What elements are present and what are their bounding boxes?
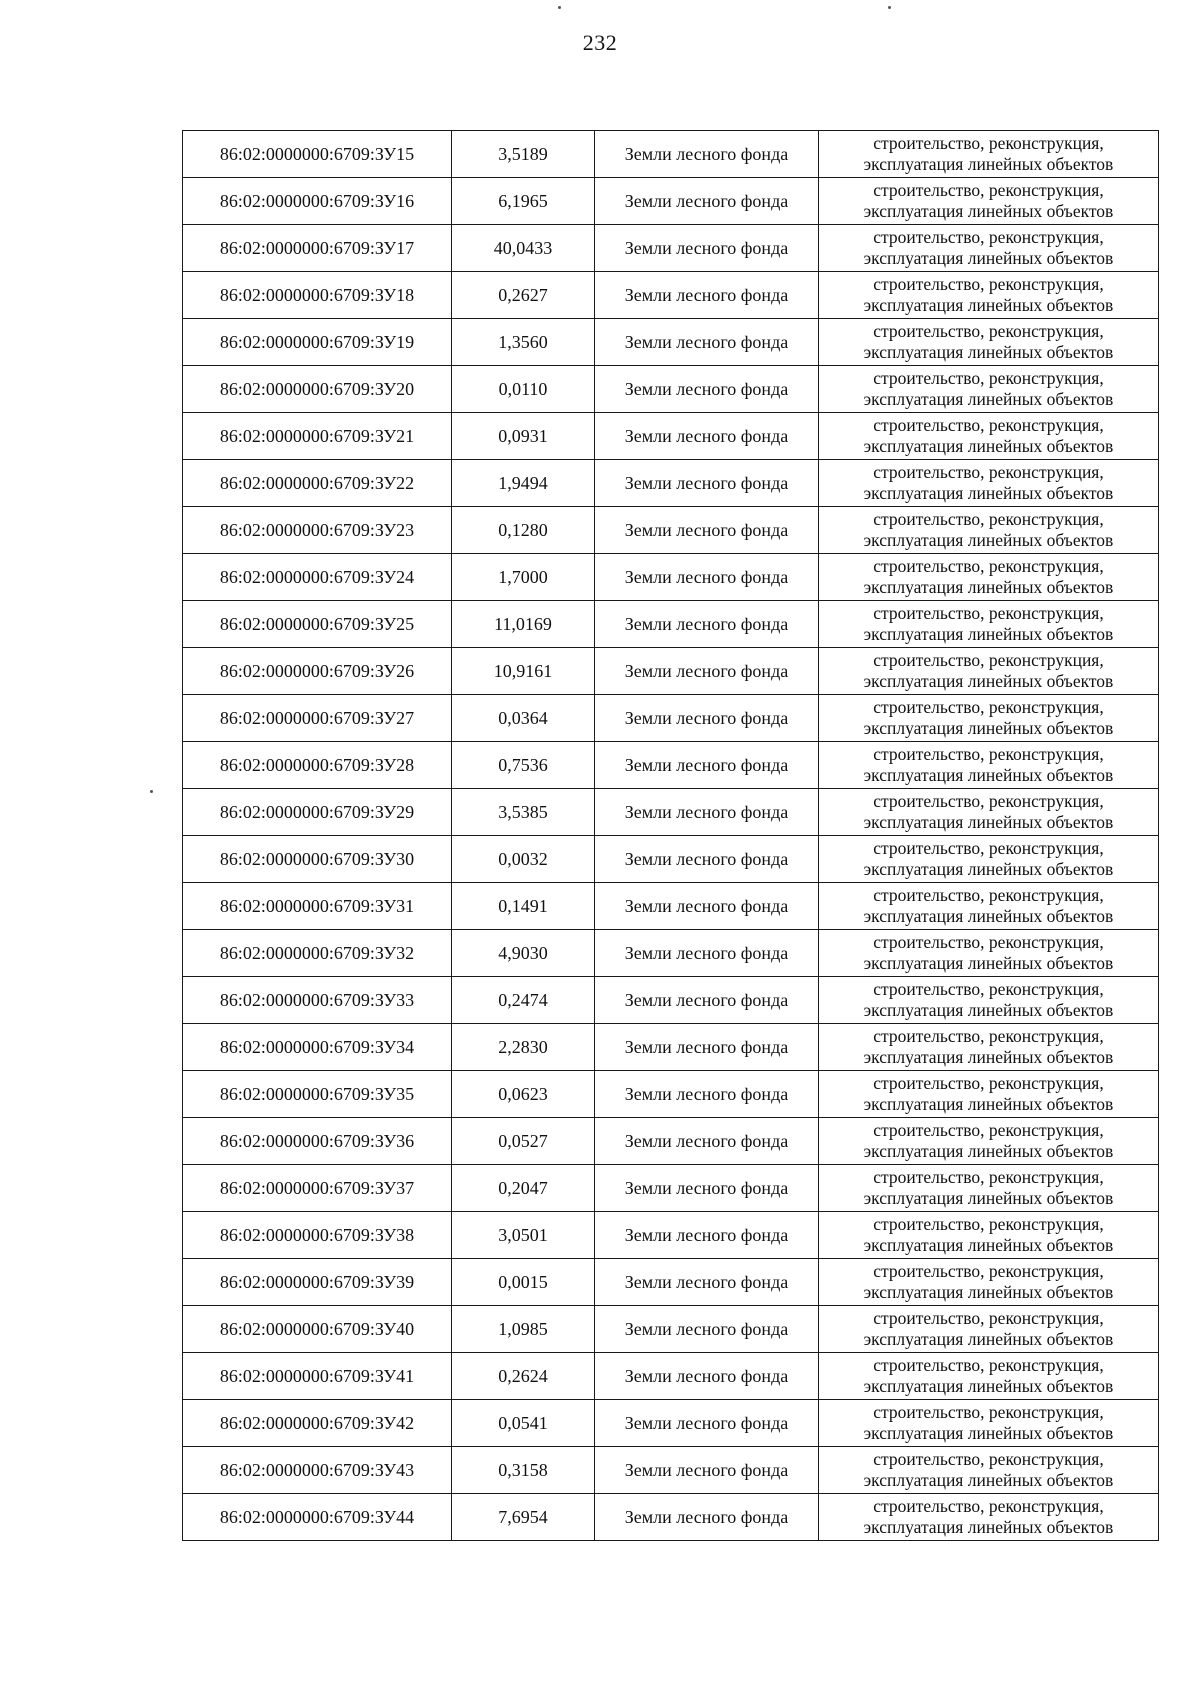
permitted-use-line: строительство, реконструкция, <box>873 462 1104 482</box>
parcel-id-cell: 86:02:0000000:6709:ЗУ22 <box>183 460 452 507</box>
scan-speck <box>558 6 561 9</box>
permitted-use-line: эксплуатация линейных объектов <box>863 859 1114 879</box>
table-row <box>183 1400 1159 1447</box>
permitted-use-line: строительство, реконструкция, <box>873 1308 1104 1328</box>
parcel-area-cell: 0,2047 <box>452 1165 595 1212</box>
table-row <box>183 1118 1159 1165</box>
permitted-use-line: строительство, реконструкция, <box>873 180 1104 200</box>
land-category-cell: Земли лесного фонда <box>595 1400 819 1447</box>
table-row <box>183 413 1159 460</box>
land-category-cell: Земли лесного фонда <box>595 366 819 413</box>
table-row <box>183 366 1159 413</box>
scan-speck <box>150 790 153 793</box>
table-row <box>183 1447 1159 1494</box>
permitted-use-line: эксплуатация линейных объектов <box>863 906 1114 926</box>
parcel-area-cell: 0,7536 <box>452 742 595 789</box>
parcel-area-cell: 3,0501 <box>452 1212 595 1259</box>
land-category-cell: Земли лесного фонда <box>595 507 819 554</box>
permitted-use-line: эксплуатация линейных объектов <box>863 389 1114 409</box>
permitted-use-line: эксплуатация линейных объектов <box>863 436 1114 456</box>
land-category-cell: Земли лесного фонда <box>595 836 819 883</box>
land-category-cell: Земли лесного фонда <box>595 1494 819 1541</box>
permitted-use-line: эксплуатация линейных объектов <box>863 1517 1114 1537</box>
table-row <box>183 272 1159 319</box>
permitted-use-line: эксплуатация линейных объектов <box>863 154 1114 174</box>
land-category-cell: Земли лесного фонда <box>595 1306 819 1353</box>
table-row <box>183 319 1159 366</box>
permitted-use-cell <box>819 319 1159 366</box>
parcel-id-cell: 86:02:0000000:6709:ЗУ16 <box>183 178 452 225</box>
parcel-id-cell: 86:02:0000000:6709:ЗУ18 <box>183 272 452 319</box>
parcel-area-cell: 0,1491 <box>452 883 595 930</box>
permitted-use-cell <box>819 507 1159 554</box>
permitted-use-line: эксплуатация линейных объектов <box>863 1141 1114 1161</box>
permitted-use-line: эксплуатация линейных объектов <box>863 248 1114 268</box>
permitted-use-cell <box>819 1494 1159 1541</box>
land-category-cell: Земли лесного фонда <box>595 1024 819 1071</box>
permitted-use-line: эксплуатация линейных объектов <box>863 1376 1114 1396</box>
permitted-use-cell <box>819 695 1159 742</box>
permitted-use-line: эксплуатация линейных объектов <box>863 765 1114 785</box>
permitted-use-line: эксплуатация линейных объектов <box>863 1188 1114 1208</box>
land-category-cell: Земли лесного фонда <box>595 1071 819 1118</box>
parcel-id-cell: 86:02:0000000:6709:ЗУ39 <box>183 1259 452 1306</box>
land-category-cell: Земли лесного фонда <box>595 1353 819 1400</box>
permitted-use-cell <box>819 1353 1159 1400</box>
permitted-use-line: строительство, реконструкция, <box>873 1167 1104 1187</box>
table-row <box>183 883 1159 930</box>
parcel-id-cell: 86:02:0000000:6709:ЗУ23 <box>183 507 452 554</box>
permitted-use-line: эксплуатация линейных объектов <box>863 624 1114 644</box>
permitted-use-line: строительство, реконструкция, <box>873 885 1104 905</box>
permitted-use-cell <box>819 836 1159 883</box>
permitted-use-cell <box>819 1071 1159 1118</box>
permitted-use-line: строительство, реконструкция, <box>873 1496 1104 1516</box>
parcel-area-cell: 1,3560 <box>452 319 595 366</box>
parcel-area-cell: 1,7000 <box>452 554 595 601</box>
permitted-use-line: строительство, реконструкция, <box>873 697 1104 717</box>
table-row <box>183 1071 1159 1118</box>
scan-speck <box>888 6 891 9</box>
permitted-use-cell <box>819 413 1159 460</box>
permitted-use-line: эксплуатация линейных объектов <box>863 1423 1114 1443</box>
permitted-use-line: эксплуатация линейных объектов <box>863 1000 1114 1020</box>
table-row <box>183 836 1159 883</box>
parcel-id-cell: 86:02:0000000:6709:ЗУ30 <box>183 836 452 883</box>
table-row <box>183 1165 1159 1212</box>
parcel-id-cell: 86:02:0000000:6709:ЗУ42 <box>183 1400 452 1447</box>
permitted-use-line: эксплуатация линейных объектов <box>863 1470 1114 1490</box>
permitted-use-line: строительство, реконструкция, <box>873 509 1104 529</box>
permitted-use-line: эксплуатация линейных объектов <box>863 1329 1114 1349</box>
permitted-use-line: строительство, реконструкция, <box>873 1355 1104 1375</box>
permitted-use-line: строительство, реконструкция, <box>873 1449 1104 1469</box>
parcel-area-cell: 11,0169 <box>452 601 595 648</box>
parcel-area-cell: 0,0527 <box>452 1118 595 1165</box>
land-category-cell: Земли лесного фонда <box>595 1259 819 1306</box>
permitted-use-cell <box>819 1306 1159 1353</box>
permitted-use-line: строительство, реконструкция, <box>873 415 1104 435</box>
permitted-use-line: строительство, реконструкция, <box>873 368 1104 388</box>
parcels-table <box>182 130 1159 1541</box>
parcel-id-cell: 86:02:0000000:6709:ЗУ38 <box>183 1212 452 1259</box>
table-row <box>183 789 1159 836</box>
table-row <box>183 1024 1159 1071</box>
table-row <box>183 1306 1159 1353</box>
page-number: 232 <box>582 30 618 55</box>
land-category-cell: Земли лесного фонда <box>595 319 819 366</box>
permitted-use-line: эксплуатация линейных объектов <box>863 201 1114 221</box>
permitted-use-cell <box>819 1212 1159 1259</box>
parcel-area-cell: 3,5385 <box>452 789 595 836</box>
parcel-area-cell: 0,2627 <box>452 272 595 319</box>
permitted-use-line: строительство, реконструкция, <box>873 603 1104 623</box>
table-row <box>183 225 1159 272</box>
permitted-use-cell <box>819 460 1159 507</box>
parcel-area-cell: 0,0541 <box>452 1400 595 1447</box>
parcel-area-cell: 2,2830 <box>452 1024 595 1071</box>
permitted-use-line: эксплуатация линейных объектов <box>863 577 1114 597</box>
parcel-area-cell: 0,0931 <box>452 413 595 460</box>
land-category-cell: Земли лесного фонда <box>595 131 819 178</box>
permitted-use-line: строительство, реконструкция, <box>873 133 1104 153</box>
parcel-id-cell: 86:02:0000000:6709:ЗУ35 <box>183 1071 452 1118</box>
permitted-use-line: эксплуатация линейных объектов <box>863 1047 1114 1067</box>
table-row <box>183 742 1159 789</box>
permitted-use-line: строительство, реконструкция, <box>873 1120 1104 1140</box>
parcel-id-cell: 86:02:0000000:6709:ЗУ15 <box>183 131 452 178</box>
parcel-area-cell: 6,1965 <box>452 178 595 225</box>
permitted-use-line: строительство, реконструкция, <box>873 1261 1104 1281</box>
land-category-cell: Земли лесного фонда <box>595 460 819 507</box>
parcel-id-cell: 86:02:0000000:6709:ЗУ24 <box>183 554 452 601</box>
permitted-use-line: эксплуатация линейных объектов <box>863 1094 1114 1114</box>
permitted-use-line: строительство, реконструкция, <box>873 1026 1104 1046</box>
land-category-cell: Земли лесного фонда <box>595 413 819 460</box>
parcel-area-cell: 1,0985 <box>452 1306 595 1353</box>
parcel-area-cell: 0,0364 <box>452 695 595 742</box>
parcel-id-cell: 86:02:0000000:6709:ЗУ41 <box>183 1353 452 1400</box>
parcel-area-cell: 0,0032 <box>452 836 595 883</box>
parcel-id-cell: 86:02:0000000:6709:ЗУ20 <box>183 366 452 413</box>
land-category-cell: Земли лесного фонда <box>595 178 819 225</box>
parcel-id-cell: 86:02:0000000:6709:ЗУ33 <box>183 977 452 1024</box>
permitted-use-line: эксплуатация линейных объектов <box>863 671 1114 691</box>
permitted-use-line: эксплуатация линейных объектов <box>863 812 1114 832</box>
permitted-use-cell <box>819 883 1159 930</box>
land-category-cell: Земли лесного фонда <box>595 977 819 1024</box>
parcel-id-cell: 86:02:0000000:6709:ЗУ32 <box>183 930 452 977</box>
parcel-id-cell: 86:02:0000000:6709:ЗУ28 <box>183 742 452 789</box>
permitted-use-cell <box>819 178 1159 225</box>
parcel-id-cell: 86:02:0000000:6709:ЗУ36 <box>183 1118 452 1165</box>
permitted-use-line: эксплуатация линейных объектов <box>863 530 1114 550</box>
table-row <box>183 601 1159 648</box>
permitted-use-cell <box>819 742 1159 789</box>
table-row <box>183 648 1159 695</box>
permitted-use-cell <box>819 131 1159 178</box>
permitted-use-line: строительство, реконструкция, <box>873 838 1104 858</box>
permitted-use-line: строительство, реконструкция, <box>873 1402 1104 1422</box>
permitted-use-line: эксплуатация линейных объектов <box>863 295 1114 315</box>
permitted-use-line: эксплуатация линейных объектов <box>863 1282 1114 1302</box>
land-category-cell: Земли лесного фонда <box>595 742 819 789</box>
permitted-use-line: строительство, реконструкция, <box>873 321 1104 341</box>
parcel-area-cell: 0,2474 <box>452 977 595 1024</box>
permitted-use-line: строительство, реконструкция, <box>873 1214 1104 1234</box>
parcel-id-cell: 86:02:0000000:6709:ЗУ44 <box>183 1494 452 1541</box>
land-category-cell: Земли лесного фонда <box>595 883 819 930</box>
parcel-id-cell: 86:02:0000000:6709:ЗУ40 <box>183 1306 452 1353</box>
parcels-table-body <box>183 131 1159 1541</box>
parcel-id-cell: 86:02:0000000:6709:ЗУ26 <box>183 648 452 695</box>
table-row <box>183 507 1159 554</box>
parcel-area-cell: 0,3158 <box>452 1447 595 1494</box>
permitted-use-cell <box>819 554 1159 601</box>
parcel-area-cell: 1,9494 <box>452 460 595 507</box>
table-row <box>183 1494 1159 1541</box>
permitted-use-cell <box>819 1400 1159 1447</box>
land-category-cell: Земли лесного фонда <box>595 695 819 742</box>
parcel-area-cell: 3,5189 <box>452 131 595 178</box>
table-row <box>183 695 1159 742</box>
table-row <box>183 554 1159 601</box>
permitted-use-cell <box>819 1259 1159 1306</box>
parcel-id-cell: 86:02:0000000:6709:ЗУ19 <box>183 319 452 366</box>
table-row <box>183 930 1159 977</box>
permitted-use-line: эксплуатация линейных объектов <box>863 483 1114 503</box>
permitted-use-cell <box>819 977 1159 1024</box>
permitted-use-cell <box>819 272 1159 319</box>
table-row <box>183 977 1159 1024</box>
land-category-cell: Земли лесного фонда <box>595 648 819 695</box>
land-category-cell: Земли лесного фонда <box>595 1212 819 1259</box>
permitted-use-line: строительство, реконструкция, <box>873 556 1104 576</box>
land-category-cell: Земли лесного фонда <box>595 1447 819 1494</box>
parcel-area-cell: 7,6954 <box>452 1494 595 1541</box>
parcel-area-cell: 40,0433 <box>452 225 595 272</box>
parcel-id-cell: 86:02:0000000:6709:ЗУ21 <box>183 413 452 460</box>
permitted-use-line: строительство, реконструкция, <box>873 227 1104 247</box>
land-category-cell: Земли лесного фонда <box>595 1118 819 1165</box>
permitted-use-cell <box>819 366 1159 413</box>
permitted-use-line: эксплуатация линейных объектов <box>863 342 1114 362</box>
permitted-use-cell <box>819 1024 1159 1071</box>
permitted-use-line: строительство, реконструкция, <box>873 1073 1104 1093</box>
land-category-cell: Земли лесного фонда <box>595 930 819 977</box>
table-row <box>183 1353 1159 1400</box>
parcel-id-cell: 86:02:0000000:6709:ЗУ25 <box>183 601 452 648</box>
table-row <box>183 1212 1159 1259</box>
parcel-id-cell: 86:02:0000000:6709:ЗУ17 <box>183 225 452 272</box>
permitted-use-cell <box>819 648 1159 695</box>
land-category-cell: Земли лесного фонда <box>595 272 819 319</box>
permitted-use-line: строительство, реконструкция, <box>873 650 1104 670</box>
table-row <box>183 460 1159 507</box>
parcel-id-cell: 86:02:0000000:6709:ЗУ37 <box>183 1165 452 1212</box>
permitted-use-cell <box>819 225 1159 272</box>
land-category-cell: Земли лесного фонда <box>595 1165 819 1212</box>
land-category-cell: Земли лесного фонда <box>595 225 819 272</box>
parcel-id-cell: 86:02:0000000:6709:ЗУ34 <box>183 1024 452 1071</box>
parcel-id-cell: 86:02:0000000:6709:ЗУ27 <box>183 695 452 742</box>
land-category-cell: Земли лесного фонда <box>595 789 819 836</box>
permitted-use-line: строительство, реконструкция, <box>873 932 1104 952</box>
permitted-use-line: строительство, реконструкция, <box>873 274 1104 294</box>
permitted-use-line: эксплуатация линейных объектов <box>863 953 1114 973</box>
parcel-id-cell: 86:02:0000000:6709:ЗУ31 <box>183 883 452 930</box>
parcel-id-cell: 86:02:0000000:6709:ЗУ29 <box>183 789 452 836</box>
parcel-area-cell: 10,9161 <box>452 648 595 695</box>
table-row <box>183 1259 1159 1306</box>
permitted-use-cell <box>819 1118 1159 1165</box>
land-category-cell: Земли лесного фонда <box>595 601 819 648</box>
permitted-use-line: эксплуатация линейных объектов <box>863 718 1114 738</box>
permitted-use-cell <box>819 601 1159 648</box>
permitted-use-line: строительство, реконструкция, <box>873 979 1104 999</box>
land-category-cell: Земли лесного фонда <box>595 554 819 601</box>
parcel-area-cell: 0,0623 <box>452 1071 595 1118</box>
parcel-id-cell: 86:02:0000000:6709:ЗУ43 <box>183 1447 452 1494</box>
parcel-area-cell: 4,9030 <box>452 930 595 977</box>
permitted-use-cell <box>819 1447 1159 1494</box>
permitted-use-cell <box>819 1165 1159 1212</box>
permitted-use-line: строительство, реконструкция, <box>873 744 1104 764</box>
table-row <box>183 178 1159 225</box>
permitted-use-line: эксплуатация линейных объектов <box>863 1235 1114 1255</box>
permitted-use-cell <box>819 789 1159 836</box>
parcel-area-cell: 0,0110 <box>452 366 595 413</box>
permitted-use-cell <box>819 930 1159 977</box>
parcel-area-cell: 0,2624 <box>452 1353 595 1400</box>
table-row <box>183 131 1159 178</box>
parcel-area-cell: 0,0015 <box>452 1259 595 1306</box>
parcel-area-cell: 0,1280 <box>452 507 595 554</box>
permitted-use-line: строительство, реконструкция, <box>873 791 1104 811</box>
